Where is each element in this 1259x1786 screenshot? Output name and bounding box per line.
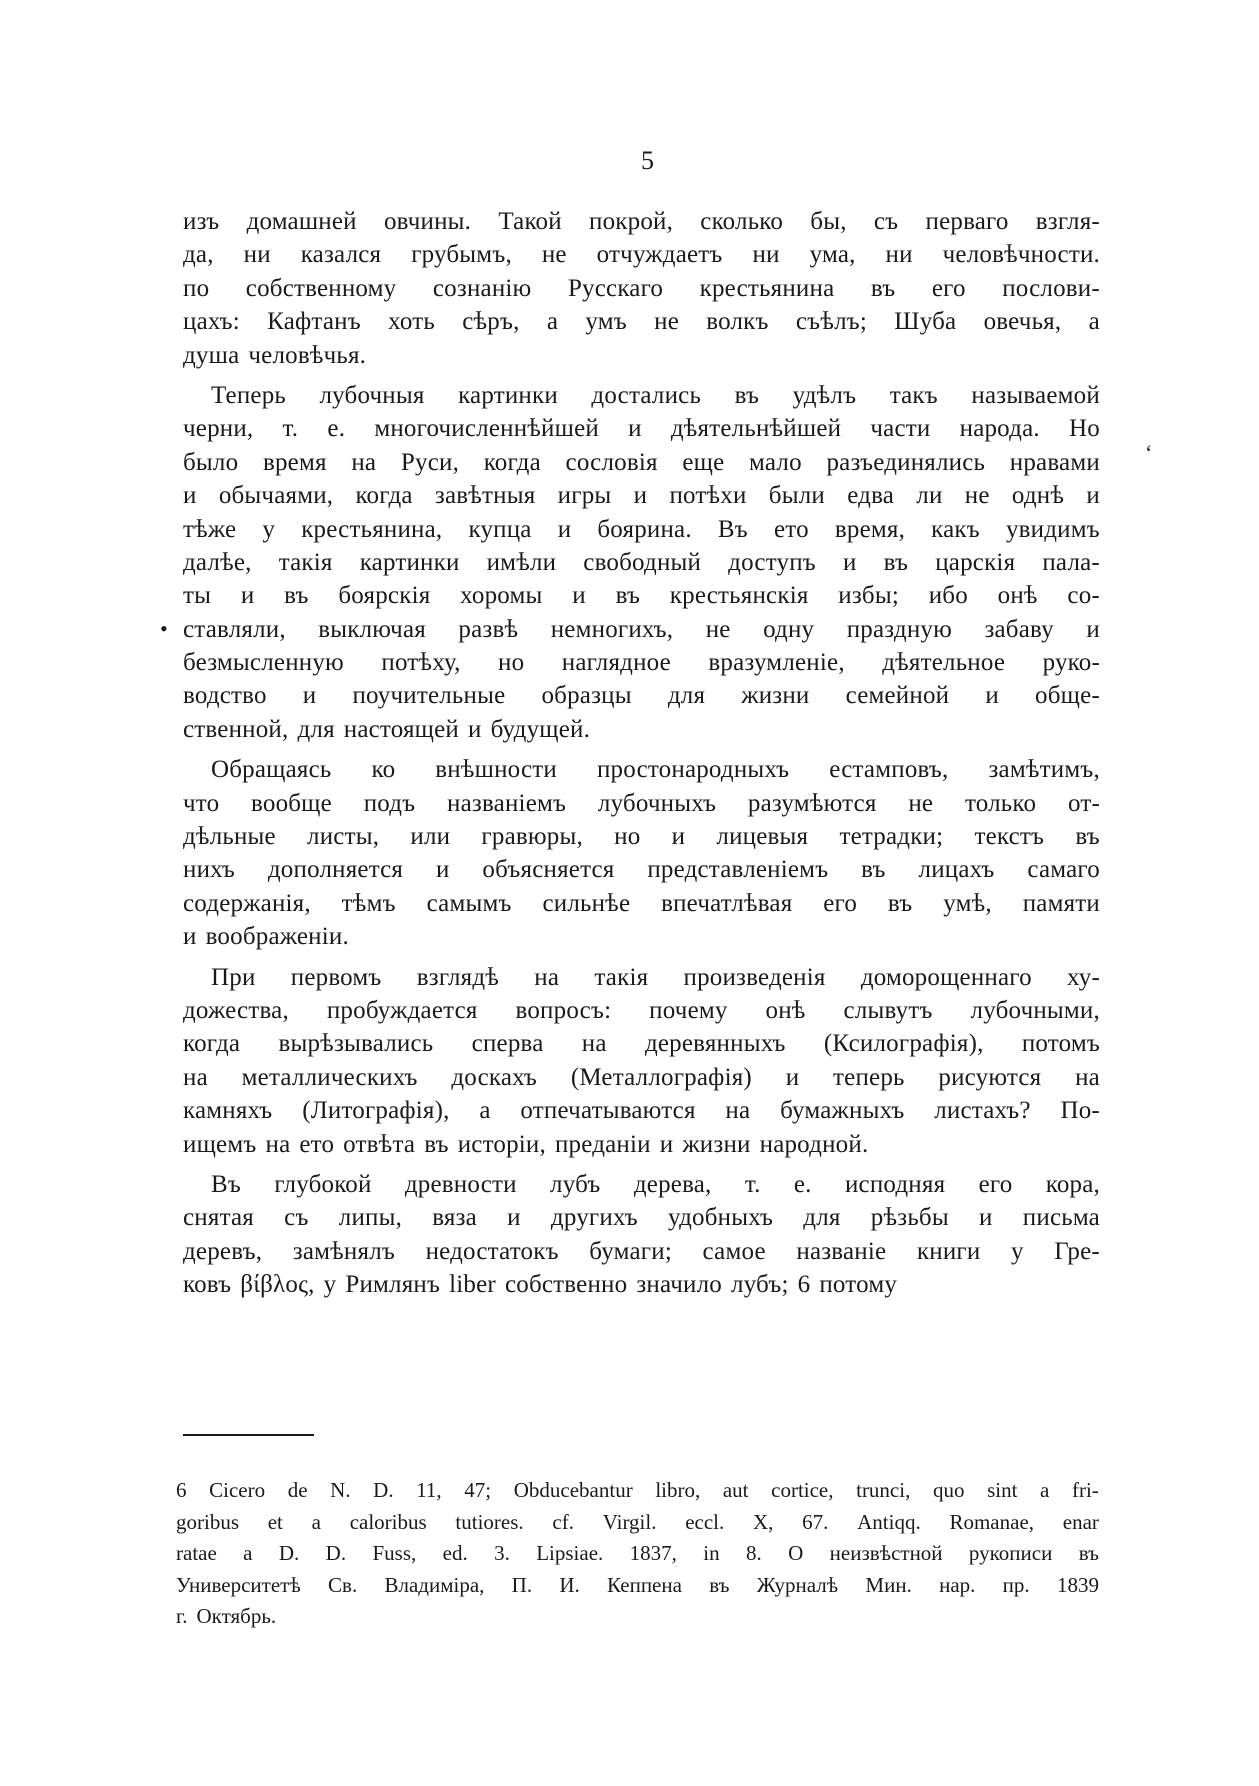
text-line: ищемъ на ето отвѣта въ исторіи, преданіи и жизни народной. bbox=[183, 1130, 869, 1158]
text-line: Въ глубокой древности лубъ дерева, т. е. исподняя его кора, bbox=[211, 1170, 1100, 1198]
page-number: 5 bbox=[641, 146, 654, 175]
text-line: да, ни казался грубымъ, не отчуждаетъ ни ума, ни человѣчности. bbox=[183, 241, 1100, 269]
footnote-separator bbox=[183, 1434, 314, 1436]
margin-mark: ‘ bbox=[1145, 440, 1153, 465]
margin-bullet: • bbox=[160, 616, 168, 641]
text-line: по собственному сознанію Русскаго крестьянина въ его послови- bbox=[183, 274, 1100, 302]
text-line: камняхъ (Литографія), а отпечатываются на бумажныхъ листахъ? По- bbox=[183, 1097, 1100, 1125]
text-line: когда вырѣзывались сперва на деревянныхъ (Ксилографія), потомъ bbox=[183, 1030, 1100, 1058]
text-line: Обращаясь ко внѣшности простонародныхъ естамповъ, замѣтимъ, bbox=[211, 756, 1100, 784]
body-text bbox=[183, 205, 1100, 1302]
text-line: При первомъ взглядѣ на такія произведенія доморощеннаго ху- bbox=[211, 963, 1100, 991]
text-line: дѣльные листы, или гравюры, но и лицевыя тетрадки; текстъ въ bbox=[183, 823, 1100, 851]
text-line: было время на Руси, когда сословія еще мало разъединялись нравами bbox=[183, 448, 1100, 476]
text-line: безмысленную потѣху, но наглядное вразумленіе, дѣятельное руко- bbox=[183, 649, 1100, 677]
text-line: изъ домашней овчины. Такой покрой, сколько бы, съ перваго взгля- bbox=[183, 208, 1100, 235]
text-line: цахъ: Кафтанъ хоть сѣръ, а умъ не волкъ съѣлъ; Шуба овечья, а bbox=[183, 308, 1100, 336]
text-line: и воображеніи. bbox=[183, 923, 349, 951]
text-line: ты и въ боярскія хоромы и въ крестьянскія избы; ибо онѣ со- bbox=[183, 582, 1100, 610]
footnote-line: ratae a D. D. Fuss, ed. 3. Lipsiae. 1837, in 8. О неизвѣстной рукописи въ bbox=[176, 1541, 1099, 1565]
text-line: и обычаями, когда завѣтныя игры и потѣхи были едва ли не однѣ и bbox=[183, 482, 1100, 510]
text-line: ственной, для настоящей и будущей. bbox=[183, 715, 591, 743]
text-line: Теперь лубочныя картинки достались въ удѣлъ такъ называемой bbox=[211, 381, 1100, 409]
text-line: далѣе, такія картинки имѣли свободный доступъ и въ царскія пала- bbox=[183, 548, 1100, 576]
text-line: содержанія, тѣмъ самымъ сильнѣе впечатлѣвая его въ умѣ, памяти bbox=[183, 889, 1100, 917]
text-line: деревъ, замѣнялъ недостатокъ бумаги; самое названіе книги у Гре- bbox=[183, 1237, 1100, 1265]
footnote-line: Университетѣ Св. Владиміра, П. И. Кеппена въ Журналѣ Мин. нар. пр. 1839 bbox=[176, 1572, 1099, 1597]
footnote-line: г. Октябрь. bbox=[176, 1604, 277, 1628]
text-line: нихъ дополняется и объясняется представленіемъ въ лицахъ самаго bbox=[183, 856, 1100, 884]
text-line: снятая съ липы, вяза и другихъ удобныхъ для рѣзьбы и письма bbox=[183, 1204, 1100, 1232]
text-line: черни, т. е. многочисленнѣйшей и дѣятельнѣйшей части народа. Но bbox=[183, 415, 1100, 443]
text-line: тѣже у крестьянина, купца и боярина. Въ ето время, какъ увидимъ bbox=[183, 515, 1100, 543]
footnotes bbox=[176, 1475, 1099, 1633]
text-line: водство и поучительные образцы для жизни семейной и обще- bbox=[183, 682, 1100, 710]
text-line: на металлическихъ доскахъ (Металлографія) и теперь рисуются на bbox=[183, 1063, 1100, 1091]
text-line: душа человѣчья. bbox=[183, 341, 367, 369]
footnote-line: goribus et a caloribus tutiores. cf. Virgil. eccl. X, 67. Antiqq. Romanae, enar bbox=[176, 1509, 1099, 1534]
footnote-line: 6 Cicero de N. D. 11, 47; Obducebantur libro, aut cortice, trunci, quo sint a fri- bbox=[176, 1478, 1099, 1502]
text-line: ставляли, выключая развѣ немногихъ, не одну праздную забаву и bbox=[183, 615, 1100, 643]
text-line: ковъ βίβλος, у Римлянъ liber собственно значило лубъ; 6 потому bbox=[183, 1271, 898, 1299]
text-line: что вообще подъ названіемъ лубочныхъ разумѣются не только от- bbox=[183, 789, 1100, 817]
text-line: дожества, пробуждается вопросъ: почему онѣ слывутъ лубочными, bbox=[183, 996, 1100, 1024]
